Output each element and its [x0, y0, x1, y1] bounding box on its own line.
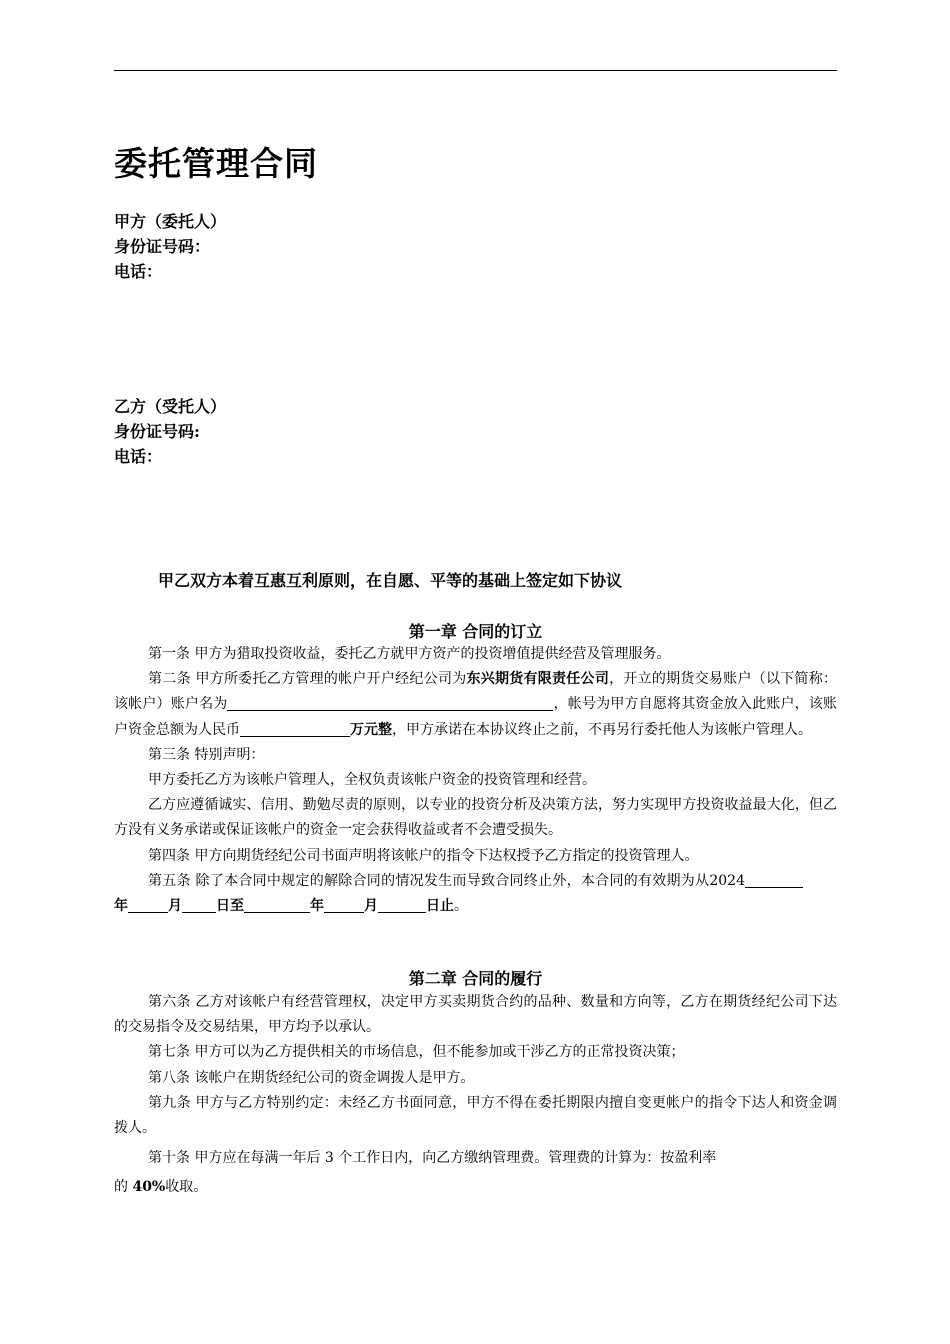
- end-day-blank[interactable]: [378, 896, 426, 913]
- broker-company-name: 东兴期货有限责任公司: [466, 671, 610, 688]
- end-month-blank[interactable]: [324, 896, 364, 913]
- article-1: 第一条 甲方为猎取投资收益，委托乙方就甲方资产的投资增值提供经营及管理服务。: [148, 646, 671, 662]
- account-name-blank[interactable]: [227, 694, 553, 711]
- party-b-id-label: 身份证号码:: [114, 422, 200, 441]
- chapter-2-heading: 第二章 合同的履行: [408, 969, 543, 988]
- article-10: 第十条 甲方应在每满一年后 3 个工作日内，向乙方缴纳管理费。管理费的计算为：按盈利率: [148, 1150, 717, 1167]
- fee-rate: 40%: [132, 1179, 166, 1196]
- article-2: 第二条 甲方所委托乙方管理的帐户开户经纪公司为东兴期货有限责任公司，开立的期货交易账户（以下简称：该帐户）账户名为 ，帐号为甲方自愿将其资金放入此账户，该账户资金总额为人民币 万元整，甲方承诺在本协议终止之前，不再另行委托他人为该帐户管理人。: [114, 671, 838, 738]
- start-day-blank[interactable]: [182, 896, 216, 913]
- article-7: 第七条 甲方可以为乙方提供相关的市场信息，但不能参加或干涉乙方的正常投资决策；: [148, 1044, 685, 1061]
- article-3: 第三条 特别声明：: [148, 746, 265, 763]
- start-year-blank[interactable]: [745, 871, 803, 888]
- party-a-block: [114, 209, 226, 284]
- party-a-name-label: 甲方（委托人）: [114, 212, 227, 231]
- party-b-name-label: 乙方（受托人）: [114, 397, 227, 416]
- article-6: 第六条 乙方对该帐户有经营管理权，决定甲方买卖期货合约的品种、数量和方向等，乙方在期货经纪公司下达的交易指令及交易结果，甲方均予以承认。: [114, 994, 837, 1036]
- chapter-1-body: [114, 642, 837, 919]
- intro-statement: 甲乙双方本着互惠互利原则，在自愿、平等的基础上签定如下协议: [158, 571, 623, 590]
- chapter-1-heading: 第一章 合同的订立: [408, 622, 543, 641]
- header-rule: [114, 70, 837, 71]
- amount-blank[interactable]: [240, 720, 350, 737]
- article-3-paragraph-2: 乙方应遵循诚实、信用、勤勉尽责的原则，以专业的投资分析及决策方法，努力实现甲方投资收益最大化，但乙方没有义务承诺或保证该帐户的资金一定会获得收益或者不会遭受损失。: [114, 797, 837, 839]
- article-8: 第八条 该帐户在期货经纪公司的资金调拨人是甲方。: [148, 1069, 475, 1086]
- party-b-phone-label: 电话：: [114, 447, 163, 466]
- document-title: 委托管理合同: [114, 144, 318, 183]
- article-3-paragraph-1: 甲方委托乙方为该帐户管理人，全权负责该帐户资金的投资管理和经营。: [148, 772, 596, 789]
- start-month-blank[interactable]: [128, 896, 168, 913]
- article-5: 第五条 除了本合同中规定的解除合同的情况发生而导致合同终止外，本合同的有效期为从2024年 月 日至 年 月 日止。: [114, 869, 837, 919]
- party-a-id-label: 身份证号码：: [114, 237, 211, 256]
- chapter-2-body: [114, 990, 837, 1200]
- party-b-block: [114, 394, 226, 469]
- party-a-phone-label: 电话：: [114, 262, 163, 281]
- article-10-continued: 的 40%收取。: [114, 1179, 208, 1196]
- end-year-blank[interactable]: [244, 896, 310, 913]
- article-9: 第九条 甲方与乙方特别约定：未经乙方书面同意，甲方不得在委托期限内擅自变更帐户的指令下达人和资金调拨人。: [114, 1094, 837, 1137]
- article-4: 第四条 甲方向期货经纪公司书面声明将该帐户的指令下达权授予乙方指定的投资管理人。: [148, 847, 699, 864]
